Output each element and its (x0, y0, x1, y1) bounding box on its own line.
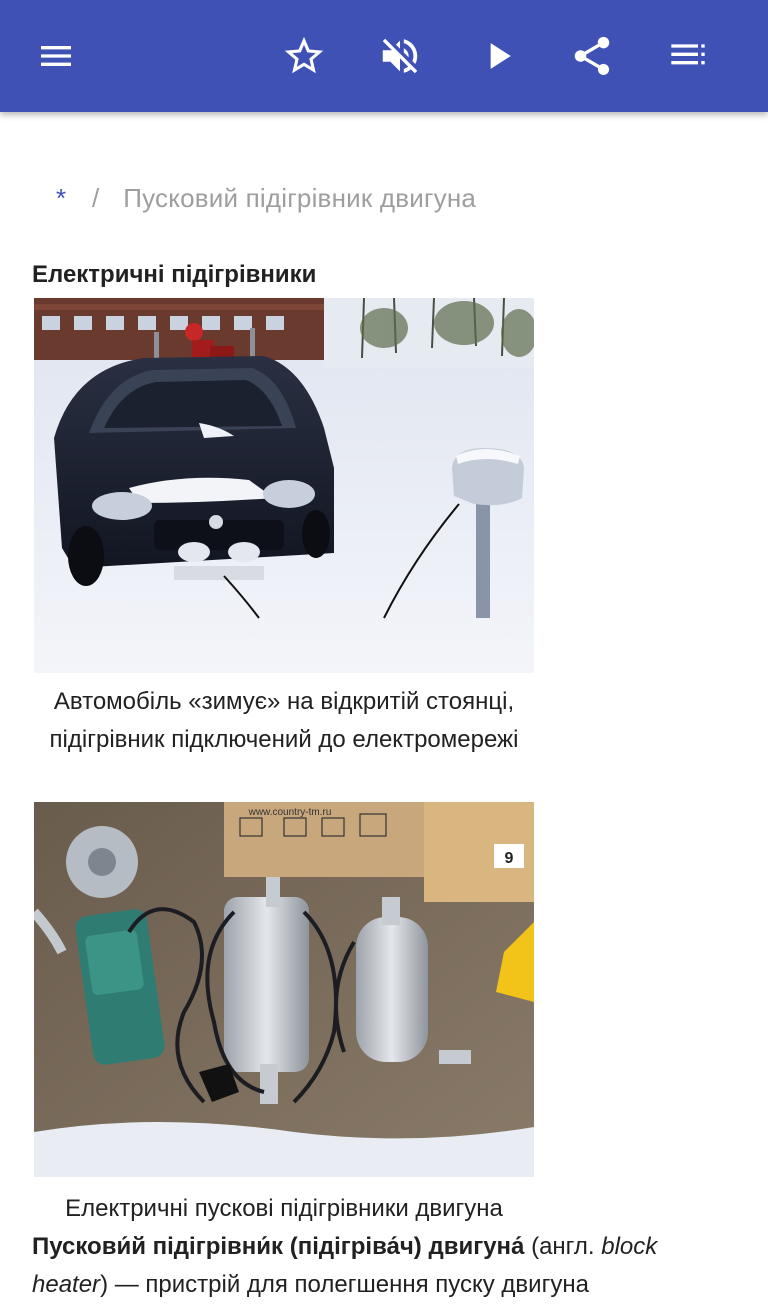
mute-button[interactable] (360, 16, 440, 96)
article-paragraph (32, 1228, 736, 1304)
figure-car-in-snow (34, 298, 534, 759)
list-icon (668, 36, 708, 76)
car-in-snow-photo[interactable] (34, 298, 534, 673)
menu-icon (36, 36, 76, 76)
share-button[interactable] (552, 16, 632, 96)
figure-electric-heaters (34, 802, 534, 1228)
breadcrumb-separator: / (92, 183, 100, 213)
share-icon (569, 33, 615, 79)
breadcrumb (56, 178, 476, 218)
article-text: ) — пристрій для полегшення пуску двигуна (100, 1271, 589, 1298)
electric-heaters-photo[interactable] (34, 802, 534, 1177)
star-outline-icon (281, 33, 327, 79)
play-icon (476, 34, 520, 78)
favorite-button[interactable] (264, 16, 344, 96)
article-foreign-term: block heater (32, 1233, 658, 1298)
contents-button[interactable] (648, 16, 728, 96)
menu-button[interactable] (16, 16, 96, 96)
article-term: Пускови́й підігрівни́к (підігріва́ч) двигуна́ (32, 1233, 525, 1260)
article-lang-prefix: (англ. (524, 1233, 602, 1260)
breadcrumb-home-link[interactable]: * (56, 183, 67, 213)
box-brand-label: www.country-tm.ru (248, 807, 332, 818)
box-number-label: 9 (504, 850, 514, 867)
app-bar (0, 0, 768, 112)
figure-caption: Електричні пускові підігрівники двигуна (65, 1195, 503, 1222)
figure-caption: Автомобіль «зимує» на відкритій стоянці, підігрівник підключений до електромережі (49, 688, 519, 753)
play-button[interactable] (458, 16, 538, 96)
volume-off-icon (377, 33, 423, 79)
section-heading: Електричні підігрівники (32, 261, 317, 288)
breadcrumb-current: Пусковий підігрівник двигуна (123, 183, 477, 213)
